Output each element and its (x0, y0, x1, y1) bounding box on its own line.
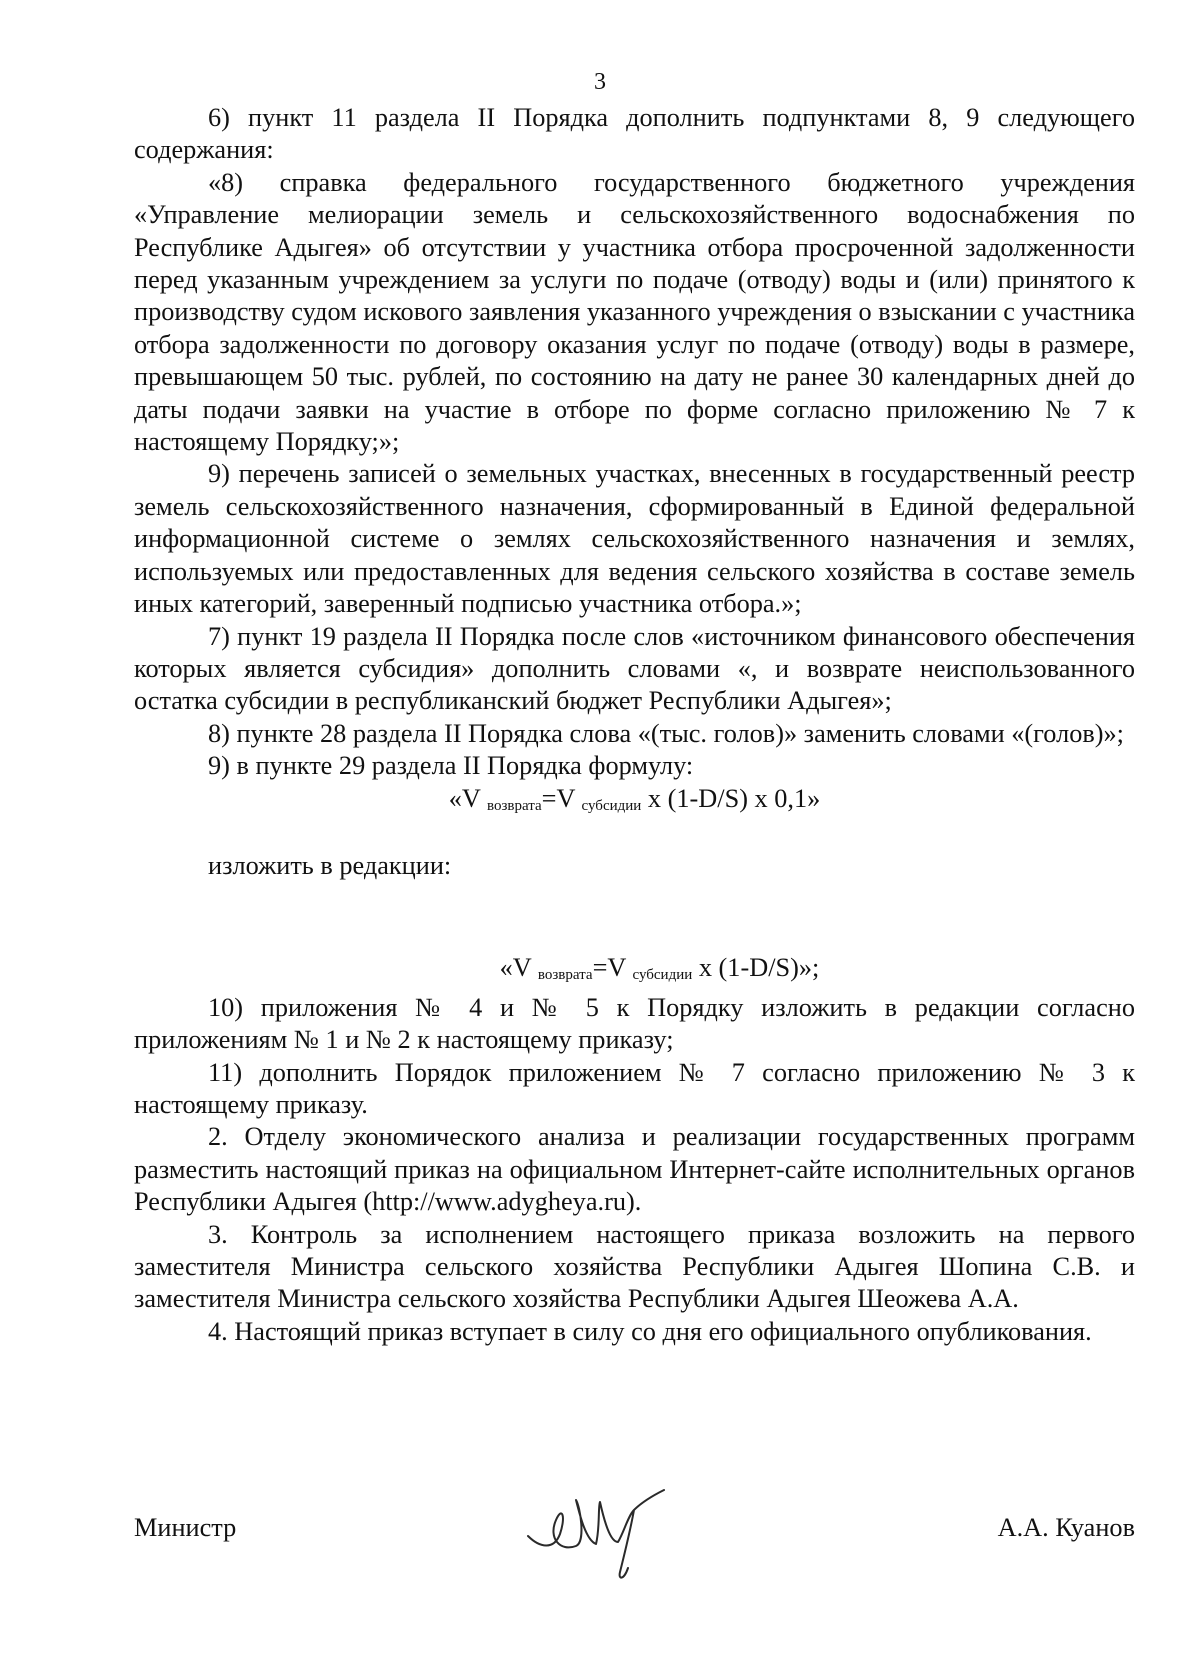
formula-new-sub-return: возврата (537, 967, 593, 984)
document-body (134, 102, 1135, 1348)
page-number: 3 (594, 69, 606, 95)
paragraph-section-3: 3. Контроль за исполнением настоящего приказа возложить на первого заместителя Министра сельского хозяйства Республики Адыгея Шопина С.В. и заместителя Министра сельского хозяйства Республики Адыгея Шеожева А.А. (134, 1219, 1135, 1314)
paragraph-item-9: 9) в пункте 29 раздела II Порядка формулу: (208, 751, 694, 781)
paragraph-subitem-8: «8) справка федерального государственного бюджетного учреждения «Управление мелиорации земель и сельскохозяйственного водоснабжения по Республике Адыгея» об отсутствии у участника отбора просроченной задолженности перед указанным учреждением за услуги по подаче (отводу) воды и (или) принятого к производству судом искового заявления указанного учреждения о взыскании с участника отбора задолженности по договору оказания услуг по подаче (отводу) воды в размере, превышающем 50 тыс. рублей, по состоянию на дату не ранее 30 календарных дней до даты подачи заявки на участие в отборе по форме согласно приложению № 7 к настоящему Порядку;»; (134, 167, 1135, 457)
formula-new-sub-subsidy: субсидии (632, 967, 693, 984)
formula-new-mid: =V (592, 953, 633, 983)
formula-old (134, 783, 1135, 822)
formula-old-tail: х (1-D/S) х 0,1» (641, 783, 821, 813)
paragraph-item-10: 10) приложения № 4 и № 5 к Порядку изложить в редакции согласно приложениям № 1 и № 2 к настоящему приказу; (134, 992, 1135, 1055)
signature-block (134, 1508, 1135, 1548)
paragraph-item-11: 11) дополнить Порядок приложением № 7 согласно приложению № 3 к настоящему приказу. (134, 1057, 1135, 1119)
formula-old-sub-return: возврата (486, 797, 542, 814)
formula-intro: изложить в редакции: (208, 850, 452, 880)
paragraph-section-4: 4. Настоящий приказ вступает в силу со дня его официального опубликования. (208, 1316, 1092, 1346)
formula-new (134, 952, 1135, 991)
signatory-name: А.А. Куанов (997, 1513, 1135, 1542)
signatory-title: Министр (134, 1513, 237, 1542)
spacer (134, 822, 1135, 850)
formula-old-mid: =V (541, 783, 582, 813)
formula-old-sub-subsidy: субсидии (581, 797, 642, 814)
formula-new-open: «V (499, 953, 538, 983)
paragraph-subitem-9: 9) перечень записей о земельных участках, внесенных в государственный реестр земель сельскохозяйственного назначения, сформированный в Единой федеральной информационной системе о землях сельскохозяйственного назначения и землях, используемых или предоставленных для ведения сельского хозяйства в составе земель иных категорий, заверенный подписью участника отбора.»; (134, 459, 1135, 619)
formula-new-tail: х (1-D/S)»; (692, 953, 820, 983)
paragraph-item-6: 6) пункт 11 раздела II Порядка дополнить подпунктами 8, 9 следующего содержания: (134, 103, 1135, 165)
paragraph-item-8: 8) пункте 28 раздела II Порядка слова «(тыс. голов)» заменить словами «(голов)»; (208, 718, 1124, 748)
paragraph-item-7: 7) пункт 19 раздела II Порядка после слов «источником финансового обеспечения которых является субсидия» дополнить словами «, и возврате неиспользованного остатка субсидии в республиканский бюджет Республики Адыгея»; (134, 621, 1135, 716)
formula-old-open: «V (448, 783, 487, 813)
paragraph-section-2: 2. Отделу экономического анализа и реализации государственных программ разместить настоящий приказ на официальном Интернет-сайте исполнительных органов Республики Адыгея (http://www.adygheya.ru). (134, 1122, 1135, 1217)
